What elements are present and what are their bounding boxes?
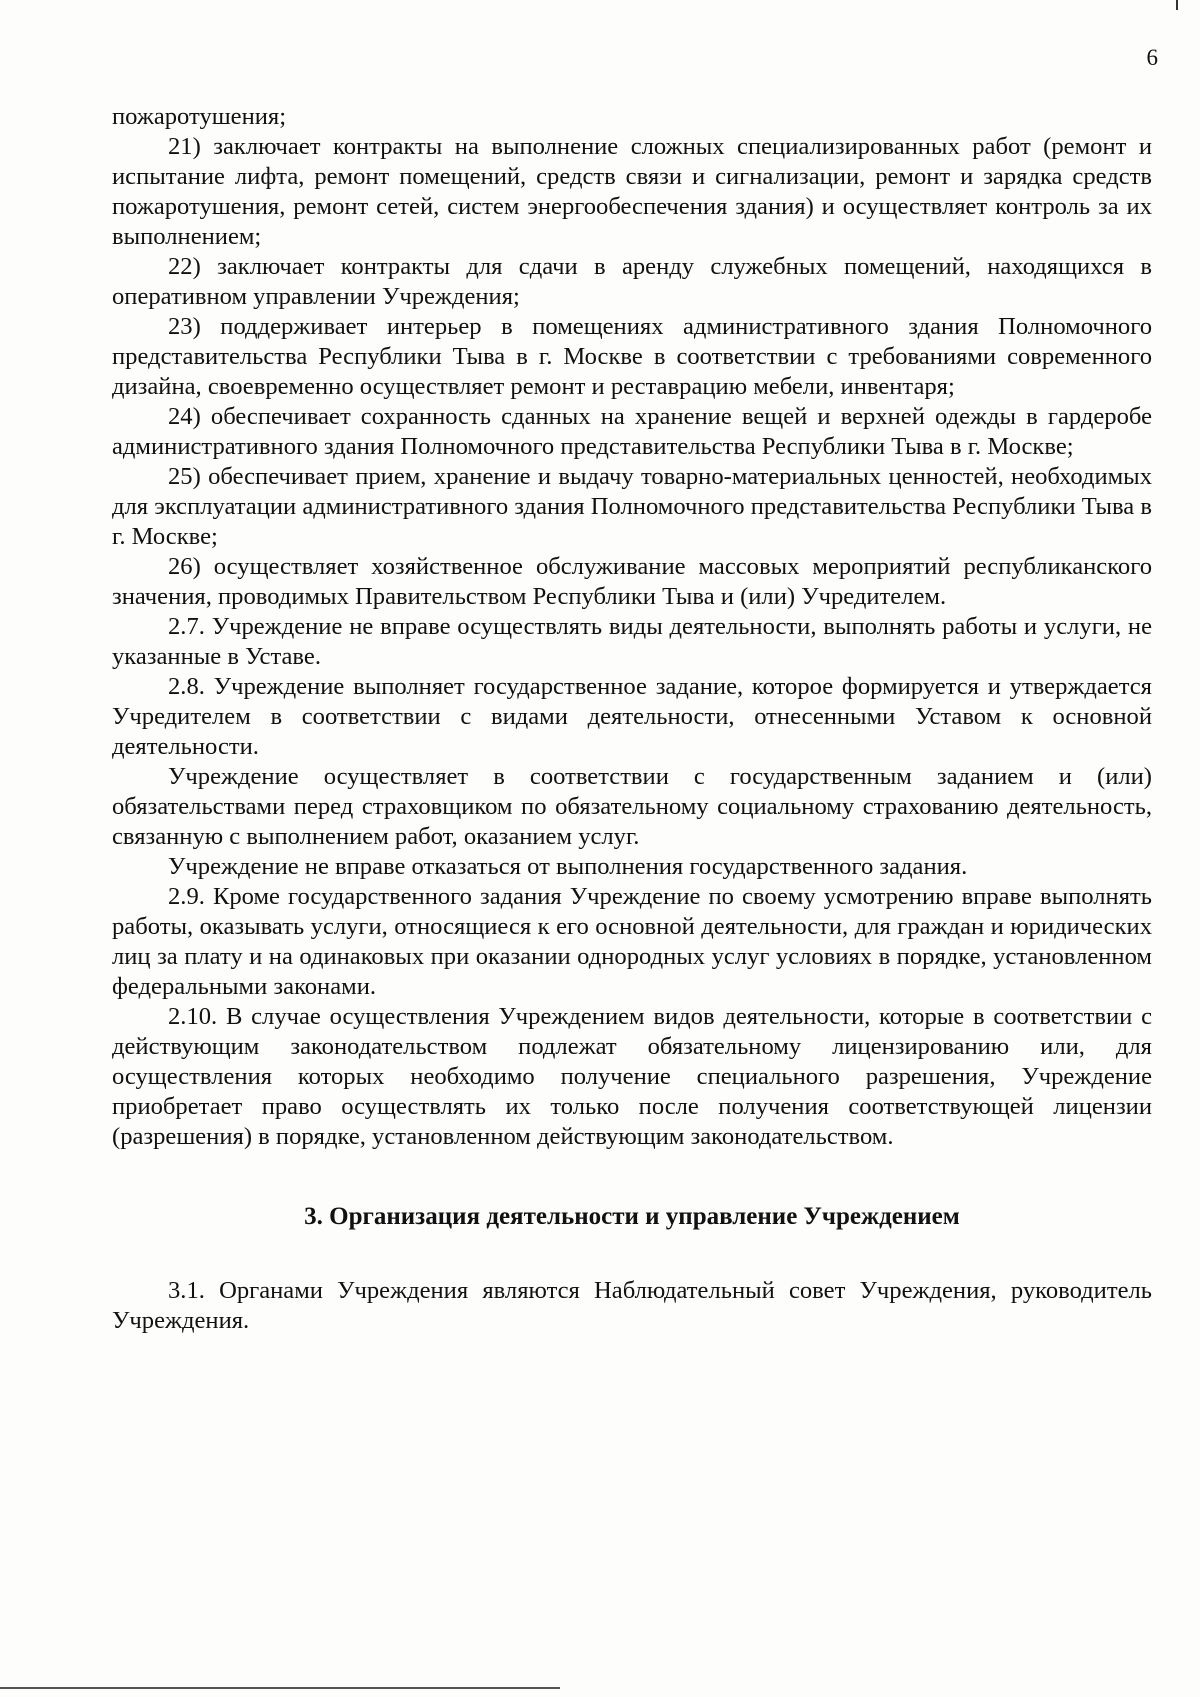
paragraph: 26) осуществляет хозяйственное обслуживание массовых мероприятий республиканского значения, проводимых Правительством Республики Тыва и (или) Учредителем.: [112, 553, 1152, 610]
document-body: [112, 102, 1152, 1336]
paragraph: 24) обеспечивает сохранность сданных на хранение вещей и верхней одежды в гардеробе административного здания Полномочного представительства Республики Тыва в г. Москве;: [112, 403, 1152, 460]
paragraph: 2.9. Кроме государственного задания Учреждение по своему усмотрению вправе выполнять работы, оказывать услуги, относящиеся к его основной деятельности, для граждан и юридических лиц за плату и на одинаковых при оказании однородных услуг условиях в порядке, установленном федеральными законами.: [112, 883, 1152, 1000]
scan-mark-top: [1176, 0, 1178, 10]
paragraph: 3.1. Органами Учреждения являются Наблюдательный совет Учреждения, руководитель Учреждения.: [112, 1277, 1152, 1334]
paragraph: 2.10. В случае осуществления Учреждением видов деятельности, которые в соответствии с действующим законодательством подлежат обязательному лицензированию или, для осуществления которых необходимо получение специального разрешения, Учреждение приобретает право осуществлять их только после получения соответствующей лицензии (разрешения) в порядке, установленном действующим законодательством.: [112, 1003, 1152, 1150]
scan-edge-line: [0, 1687, 560, 1689]
paragraph: Учреждение не вправе отказаться от выполнения государственного задания.: [168, 853, 968, 880]
paragraph: 23) поддерживает интерьер в помещениях административного здания Полномочного представительства Республики Тыва в г. Москве в соответствии с требованиями современного дизайна, своевременно осуществляет ремонт и реставрацию мебели, инвентаря;: [112, 313, 1152, 400]
paragraph: Учреждение осуществляет в соответствии с государственным заданием и (или) обязательствами перед страховщиком по обязательному социальному страхованию деятельность, связанную с выполнением работ, оказанием услуг.: [112, 763, 1152, 850]
paragraph: 2.7. Учреждение не вправе осуществлять виды деятельности, выполнять работы и услуги, не указанные в Уставе.: [112, 613, 1152, 670]
paragraph: пожаротушения;: [112, 103, 287, 130]
paragraph: 25) обеспечивает прием, хранение и выдачу товарно-материальных ценностей, необходимых для эксплуатации административного здания Полномочного представительства Республики Тыва в г. Москве;: [112, 463, 1152, 550]
page-number: 6: [1146, 45, 1158, 70]
paragraph: 22) заключает контракты для сдачи в аренду служебных помещений, находящихся в оперативном управлении Учреждения;: [112, 253, 1152, 310]
paragraph: 21) заключает контракты на выполнение сложных специализированных работ (ремонт и испытание лифта, ремонт помещений, средств связи и сигнализации, ремонт и зарядка средств пожаротушения, ремонт сетей, систем энергообеспечения здания) и осуществляет контроль за их выполнением;: [112, 133, 1152, 250]
section-heading: 3. Организация деятельности и управление Учреждением: [304, 1203, 960, 1230]
paragraph: 2.8. Учреждение выполняет государственное задание, которое формируется и утверждается Учредителем в соответствии с видами деятельности, отнесенными Уставом к основной деятельности.: [112, 673, 1152, 760]
